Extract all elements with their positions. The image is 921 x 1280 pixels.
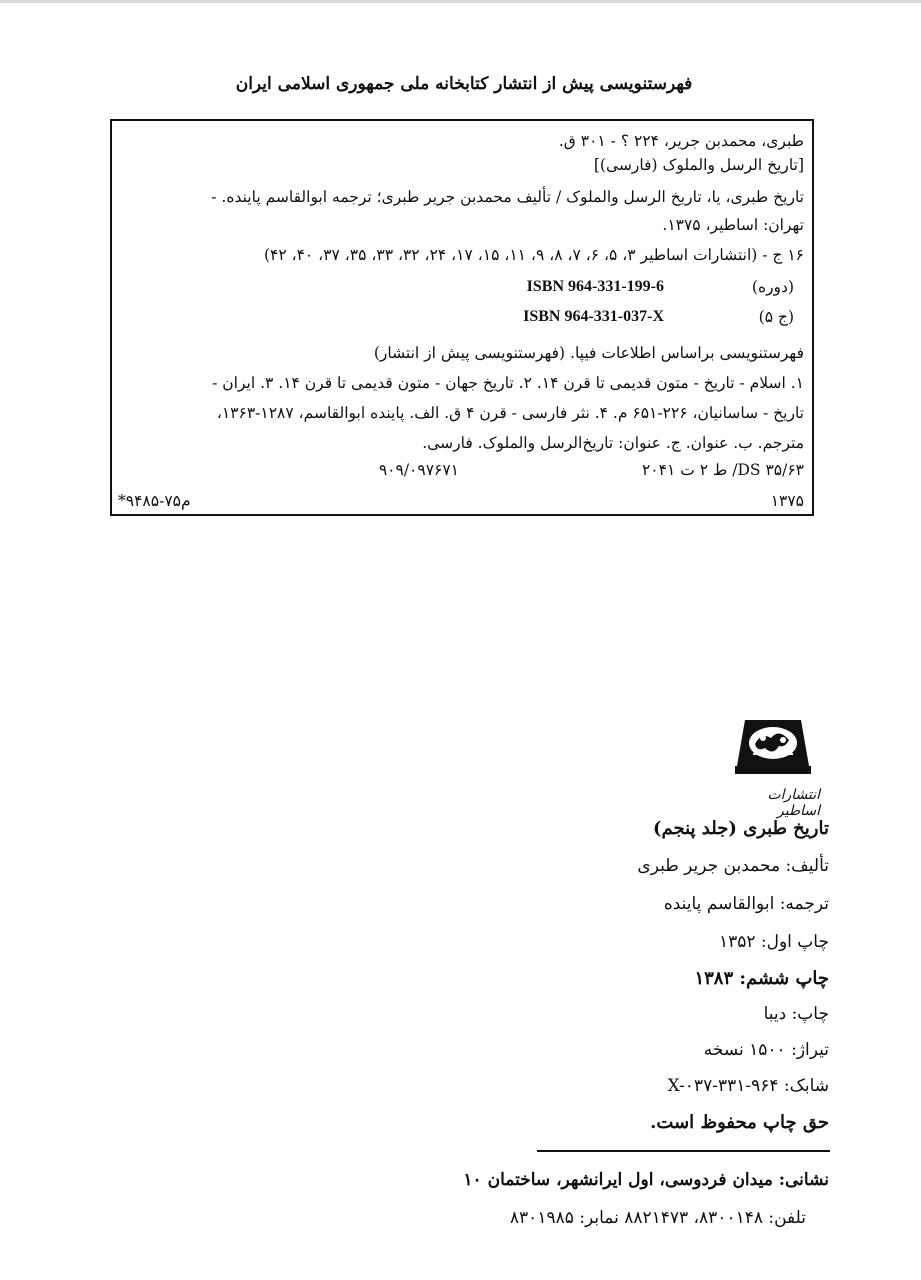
cip-record-box [110,119,814,516]
cip-note: فهرستنویسی براساس اطلاعات فیپا. (فهرستنویسی پیش از انتشار) [373,344,804,362]
cip-isbn-vol: ISBN 964-331-037-X [523,308,664,325]
book-title: تاریخ طبری (جلد پنجم) [652,818,829,839]
cip-isbn-set: ISBN 964-331-199-6 [526,278,664,295]
cip-author-line: طبری، محمدبن جریر، ۲۲۴ ؟ - ۳۰۱ ق. [558,132,804,150]
sixth-print: چاپ ششم: ۱۳۸۳ [694,968,829,989]
cip-uniform-title: [تاریخ الرسل والملوک (فارسی)] [593,156,804,174]
copyright-notice: حق چاپ محفوظ است. [650,1112,829,1133]
cip-isbn-set-row [114,278,794,298]
printer: چاپ: دیبا [763,1004,829,1024]
first-print: چاپ اول: ۱۳۵۲ [718,932,829,952]
cip-subjects-1: ۱. اسلام - تاریخ - متون قدیمی تا قرن ۱۴. ۲. تاریخ جهان - متون قدیمی تا قرن ۱۴. ۳. ایران - [212,374,804,392]
book-translator: ترجمه: ابوالقاسم پاینده [663,894,829,914]
cip-isbn-vol-label: (ج ۵) [758,308,794,326]
cip-footer-row [118,488,804,510]
cip-heading: فهرستنویسی پیش از انتشار کتابخانه ملی جمهوری اسلامی ایران [235,74,693,94]
cip-series: ۱۶ ج - (انتشارات اساطیر ۳، ۵، ۶، ۷، ۸، ۹، ۱۱، ۱۵، ۱۷، ۲۴، ۳۲، ۳۳، ۳۵، ۳۷، ۴۰، ۴۲) [263,246,804,264]
cip-lc-class: DS ۳۵/۶۳/ ط ۲ ت ۲۰۴۱ [641,461,804,479]
publisher-logo-icon [733,716,813,776]
cip-title-statement: تاریخ طبری، یا، تاریخ الرسل والملوک / تألیف محمدبن جریر طبری؛ ترجمه ابوالقاسم پاینده. - [211,188,804,206]
publisher-logo-caption: انتشارات اساطیر [767,787,820,819]
cip-dewey-class: ۹۰۹/۰۹۷۶۷۱ [378,461,459,479]
circulation: تیراژ: ۱۵۰۰ نسخه [703,1040,829,1060]
cip-year: ۱۳۷۵ [770,492,804,510]
cip-subjects-3: مترجم. ب. عنوان. ج. عنوان: تاریخ‌الرسل والملوک. فارسی. [422,434,804,452]
cip-subjects-2: تاریخ - ساسانیان، ۲۲۶-۶۵۱ م. ۴. نثر فارسی - قرن ۴ ق. الف. پاینده ابوالقاسم، ۱۲۸۷-۱۳۶۳، [216,404,804,422]
cip-library-number: م۷۵-۹۴۸۵* [118,492,191,510]
cip-classification-row [124,461,804,481]
book-isbn: شابک: X-۰۳۷-۳۳۱-۹۶۴ [667,1076,829,1096]
cip-imprint: تهران: اساطیر، ۱۳۷۵. [662,216,804,234]
cip-isbn-set-label: (دوره) [751,278,794,296]
publisher-address: نشانی: میدان فردوسی، اول ایرانشهر، ساختمان ۱۰ [463,1170,829,1190]
book-author: تألیف: محمدبن جریر طبری [637,856,829,876]
top-border [0,0,921,3]
divider-line [537,1150,830,1152]
cip-isbn-vol-row [114,308,794,328]
publisher-phone: تلفن: ۸۳۰۰۱۴۸، ۸۸۲۱۴۷۳ نمابر: ۸۳۰۱۹۸۵ [509,1208,806,1228]
